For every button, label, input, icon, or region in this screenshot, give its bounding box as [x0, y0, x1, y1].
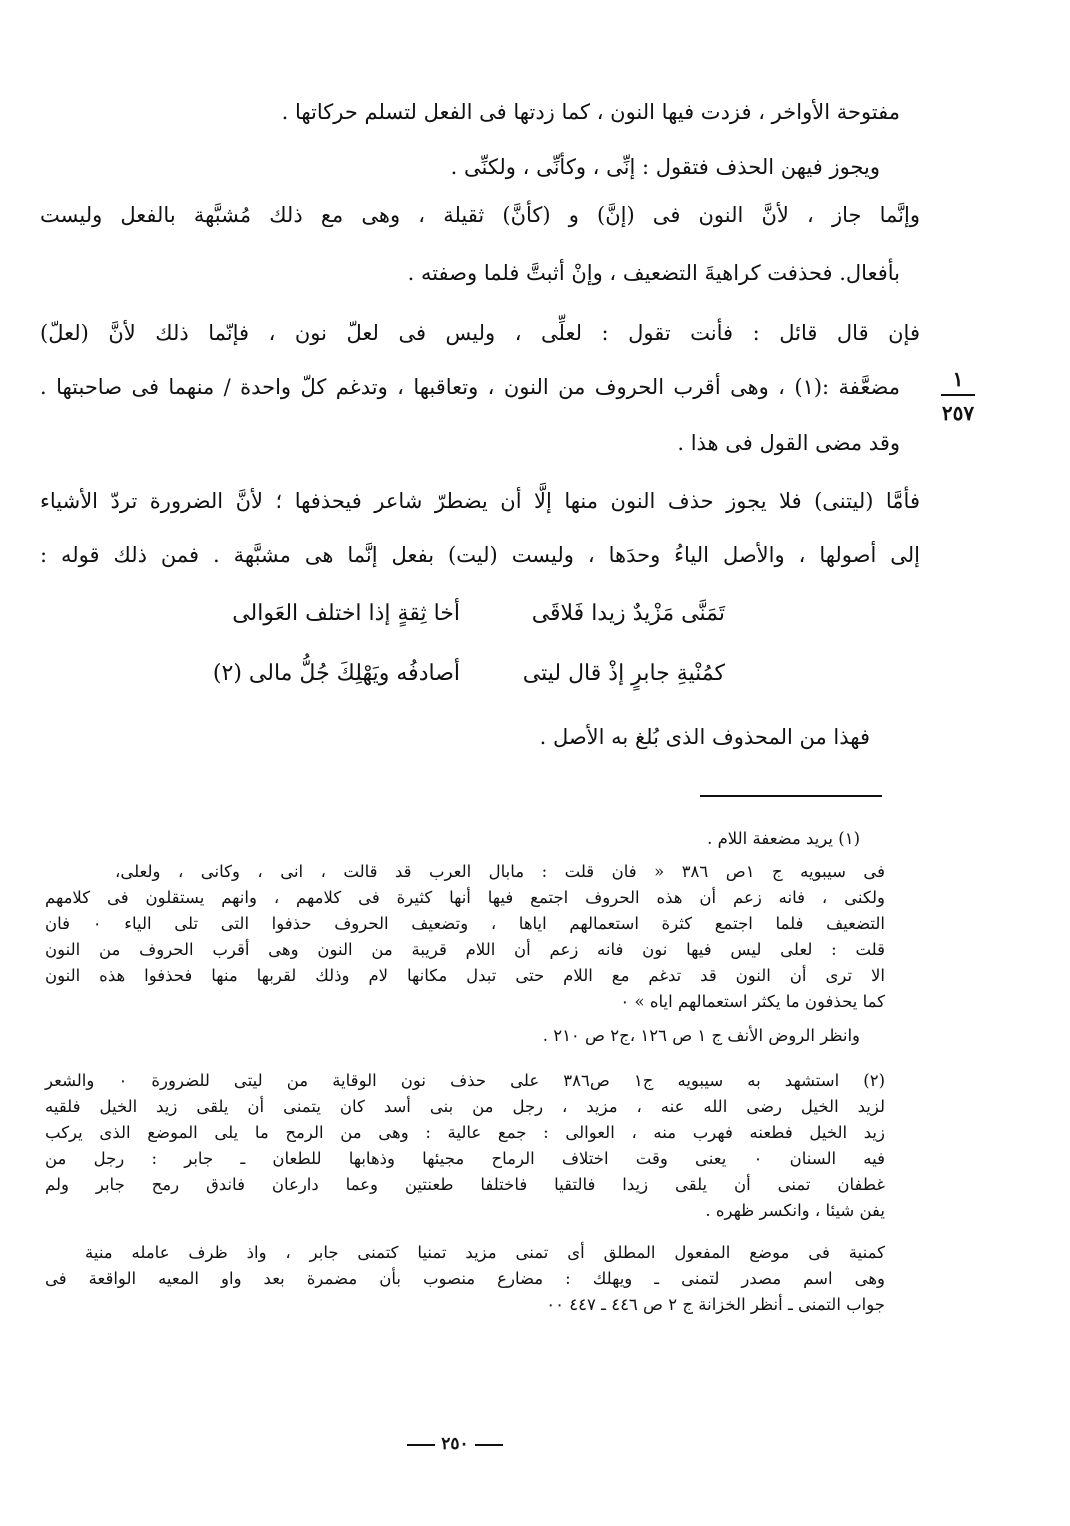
- margin-page-reference: [937, 366, 979, 426]
- footnote-line: فى سيبويه ج ١ص ٣٨٦ « فان قلت : مابال العرب قد قالت ، انى ، وكانى ، ولعلى،: [115, 862, 886, 881]
- verse-2-second-hemistich: أصادفُه ويَهْلِكَ جُلُّ مالى (٢): [212, 661, 460, 686]
- text-line: بأفعال. فحذفت كراهيةَ التضعيف ، وإنْ أثبتَّ فلما وصفته .: [407, 261, 900, 285]
- page-number-value: ٢٥٠: [441, 1434, 469, 1454]
- footnote-line: فيه السنان ٠ يعنى وقت اختلاف الرماح مجيئها وذهابها للطعان ـ جابر : رجل من: [45, 1149, 885, 1168]
- footnote-line: الا ترى أن النون قد تدغم مع اللام حتى تبدل مكانها لام وذلك لقربها منها فحذفوا هذه النون: [45, 966, 885, 985]
- footnote-line: كما يحذفون ما يكثر استعمالهم اياه » ٠: [620, 992, 885, 1011]
- margin-ref-top: ١: [952, 367, 964, 391]
- page-number-dash: [475, 1444, 503, 1446]
- footnote-line: كمنية فى موضع المفعول المطلق أى تمنى مزيد تمنيا كتمنى جابر ، واذ ظرف عامله منية: [85, 1243, 885, 1262]
- margin-ref-rule: [941, 394, 975, 396]
- footnote-line: (٢) استشهد به سيبويه ج١ ص٣٨٦ على حذف نون الوقاية من ليتى للضرورة ٠ والشعر: [45, 1071, 885, 1090]
- footnote-line: جواب التمنى ـ أنظر الخزانة ج ٢ ص ٤٤٦ ـ ٤٤٧ ٠٠: [546, 1295, 885, 1314]
- footnote-line: ولكنى ، فانه زعم أن هذه الحروف اجتمع فيها أنها كثيرة فى كلامهم ، وانهم يستقلون فى كلامهم: [45, 888, 885, 907]
- verse-1-first-hemistich: تَمَنَّى مَزْيدٌ زيدا فَلاقَى: [531, 601, 725, 626]
- page-number: [395, 1432, 515, 1456]
- text-line: وإنَّما جاز ، لأنَّ النون فى (إنَّ) و (كأنَّ) ثقيلة ، وهى مع ذلك مُشبَّهة بالفعل وليست: [40, 203, 920, 227]
- footnote-line: التضعيف فلما اجتمع كثرة استعمالهم اياها ، وتضعيف الحروف حذفوا التى تلى الياء ٠ فان: [45, 914, 885, 933]
- footnote-divider: [700, 795, 882, 797]
- footnote-line: يفن شيئا ، وانكسر ظهره .: [705, 1201, 885, 1220]
- text-line: إلى أصولها ، والأصل الياءُ وحدَها ، وليست (ليت) بفعل إنَّما هى مشبَّهة . فمن ذلك قوله :: [40, 543, 920, 567]
- footnote-line: قلت : لعلى ليس فيها نون فانه زعم أن اللام قريبة من النون وهى أقرب الحروف من النون: [45, 940, 885, 959]
- text-line: وقد مضى القول فى هذا .: [677, 431, 900, 455]
- footnote-line: لزيد الخيل رضى الله عنه ، مزيد ، رجل من بنى أسد كان يتمنى أن يلقى زيد الخيل فلقيه: [45, 1097, 885, 1116]
- verse-1-second-hemistich: أخا ثِقةٍ إذا اختلف العَوالى: [232, 601, 460, 626]
- text-line: ويجوز فيهن الحذف فتقول : إنِّى ، وكأنِّى ، ولكنِّى .: [450, 155, 880, 179]
- footnote-line: (١) يريد مضعفة اللام .: [707, 829, 860, 848]
- margin-ref-bottom: ٢٥٧: [941, 401, 975, 425]
- text-line: مفتوحة الأواخر ، فزدت فيها النون ، كما زدتها فى الفعل لتسلم حركاتها .: [281, 100, 900, 124]
- footnote-line: وانظر الروض الأنف ج ١ ص ١٢٦ ،ج٢ ص ٢١٠ .: [542, 1026, 860, 1045]
- page-number-dash: [407, 1444, 435, 1446]
- footnote-line: غطفان تمنى أن يلقى زيدا فالتقيا فاختلفا طعنتين وعما دارعان فاندق رمح جابر ولم: [45, 1175, 885, 1194]
- footnote-line: وهى اسم مصدر لتمنى ـ ويهلك : مضارع منصوب بأن مضمرة بعد واو المعيه الواقعة فى: [45, 1269, 885, 1288]
- text-line: فأمَّا (ليتنى) فلا يجوز حذف النون منها إلَّا أن يضطرّ شاعر فيحذفها ؛ لأنَّ الضرورة تردّ الأشياء: [40, 489, 920, 513]
- text-line: فإن قال قائل : فأنت تقول : لعلِّى ، وليس فى لعلّ نون ، فإنّما ذلك لأنَّ (لعلّ): [40, 321, 920, 345]
- text-line: مضعَّفة :(١) ، وهى أقرب الحروف من النون ، وتعاقبها ، وتدغم كلّ واحدة / منهما فى صاحبتها .: [40, 375, 900, 399]
- verse-2-first-hemistich: كمُنْيةِ جابرٍ إذْ قال ليتى: [522, 661, 725, 686]
- closing-line: فهذا من المحذوف الذى بُلغ به الأصل .: [539, 725, 870, 749]
- footnote-line: زيد الخيل فطعنه فهرب منه ، العوالى : جمع عالية : وهى من الرمح ما يلى الموضع الذى يركب: [45, 1123, 885, 1142]
